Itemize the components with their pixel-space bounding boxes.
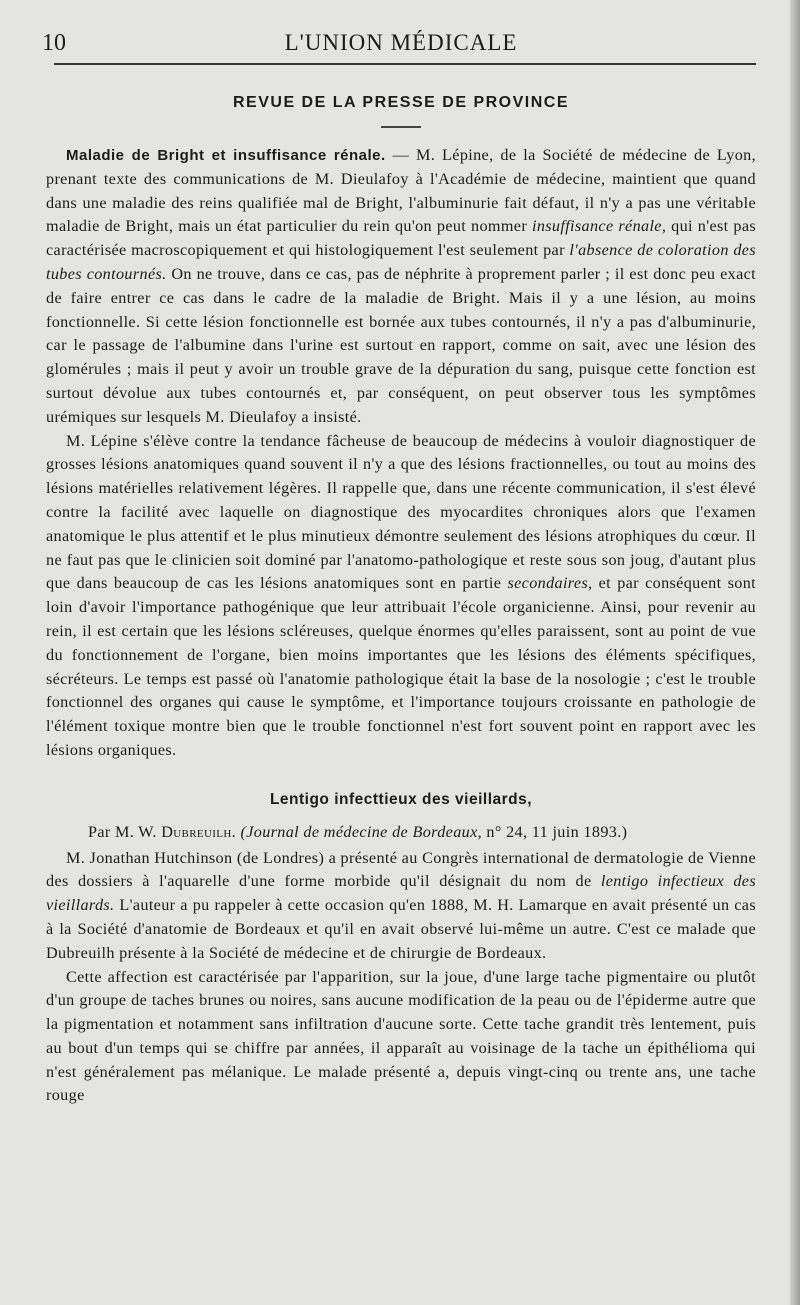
journal-name: (Journal de médecine de Bordeaux, bbox=[240, 822, 483, 841]
article2-title: Lentigo infecttieux des vieillards, bbox=[269, 790, 533, 808]
article1-title: Maladie de Bright et insuffisance rénale. bbox=[66, 147, 386, 164]
page-edge bbox=[790, 0, 800, 1305]
page-number: 10 bbox=[42, 30, 66, 56]
article2-paragraph-1: M. Jonathan Hutchinson (de Londres) a présenté au Congrès international de dermatologie de Vienne des dossiers à l'aquarelle d'une forme morbide qu'il désignait du nom de lentigo infectieux des vieillards. L'auteur a pu rappeler à cette occasion qu'en 1888, M. H. Lamarque en avait présenté un cas à la Société d'anatomie de Bordeaux et qu'il en avait observé lui-même un autre. C'est ce malade que Dubreuilh présente à la Société de médecine et de chirurgie de Bordeaux. bbox=[46, 848, 756, 962]
running-title: L'UNION MÉDICALE bbox=[284, 30, 518, 55]
article2-byline: Par M. W. Dubreuilh. (Journal de médecine de Bordeaux, n° 24, 11 juin 1893.) bbox=[88, 822, 628, 841]
article1-paragraph-2: M. Lépine s'élève contre la tendance fâcheuse de beaucoup de médecins à vouloir diagnostiquer de grosses lésions anatomiques quand souvent il n'y a que des lésions fractionnelles, ou tout au moins des lésions matérielles relativement légères. Il rappelle que, dans une récente communication, il s'est élevé contre la facilité avec laquelle on diagnostique des myocardites chroniques alors que l'examen anatomique le plus attentif et le plus minutieux démontre seulement des lésions atrophiques du cœur. Il ne faut pas que le clinicien soit dominé par l'anatomo-pathologique et reste sous son joug, d'autant plus que dans beaucoup de cas les lésions anatomiques sont en partie secondaires, et par conséquent sont loin d'avoir l'importance pathogénique que leur attribuait l'école organicienne. Ainsi, pour revenir au rein, il est certain que les lésions scléreuses, quelque énormes qu'elles paraissent, sont au point de vue du fonctionnement de l'organe, bien moins importantes que les lésions des éléments spécifiques, sécréteurs. Le temps est passé où l'anatomie pathologique était la base de la nosologie ; c'est le trouble fonctionnel des organes qui cause le symptôme, et l'importance toujours croissante en pathologie de l'élément toxique montre bien que le trouble fonctionnel n'est fort souvent point en rapport avec les lésions organiques. bbox=[46, 431, 756, 759]
article2-paragraph-2: Cette affection est caractérisée par l'apparition, sur la joue, d'une large tache pigmentaire ou plutôt d'un groupe de taches brunes ou noires, sans aucune modification de la peau ou de l'épiderme autre que la pigmentation et notamment sans infiltration d'aucune sorte. Cette tache grandit très lentement, puis au bout d'un temps qui se chiffre par années, il apparaît au voisinage de la tache un épithélioma qui n'est généralement pas mélanique. Le malade présenté a, depuis vingt-cinq ou trente ans, une tache rouge bbox=[46, 967, 756, 1105]
author-name: Dubreuilh. bbox=[161, 822, 237, 841]
article1-paragraph-1: Maladie de Bright et insuffisance rénale. — M. Lépine, de la Société de médecine de Lyon, prenant texte des communications de M. Dieulafoy à l'Académie de médecine, maintient que quand dans une maladie des reins qualifiée mal de Bright, l'albuminurie fait défaut, il n'y a pas une véritable maladie de Bright, mais un état particulier du rein qu'on peut nommer insuffisance rénale, qui n'est pas caractérisée macroscopiquement et qui histologiquement l'est seulement par l'absence de coloration des tubes contournés. On ne trouve, dans ce cas, pas de néphrite à proprement parler ; il est donc peu exact de faire entrer ce cas dans le cadre de la maladie de Bright. Mais il y a une lésion, au moins fonctionnelle. Si cette lésion fonctionnelle est bornée aux tubes contournés, il n'y a pas d'albuminurie, car le passage de l'albumine dans l'urine est surtout en rapport, comme on sait, avec une lésion des glomérules ; mais il peut y avoir un trouble grave de la dépuration du sang, puisque cette fonction est surtout dévolue aux tubes contournés et, par conséquent, on peut observer tous les symptômes urémiques sur lesquels M. Dieulafoy a insisté. bbox=[46, 146, 757, 426]
section-title: REVUE DE LA PRESSE DE PROVINCE bbox=[232, 94, 570, 111]
header-rule bbox=[54, 63, 756, 65]
section-divider bbox=[381, 126, 421, 128]
page-header bbox=[42, 28, 756, 64]
